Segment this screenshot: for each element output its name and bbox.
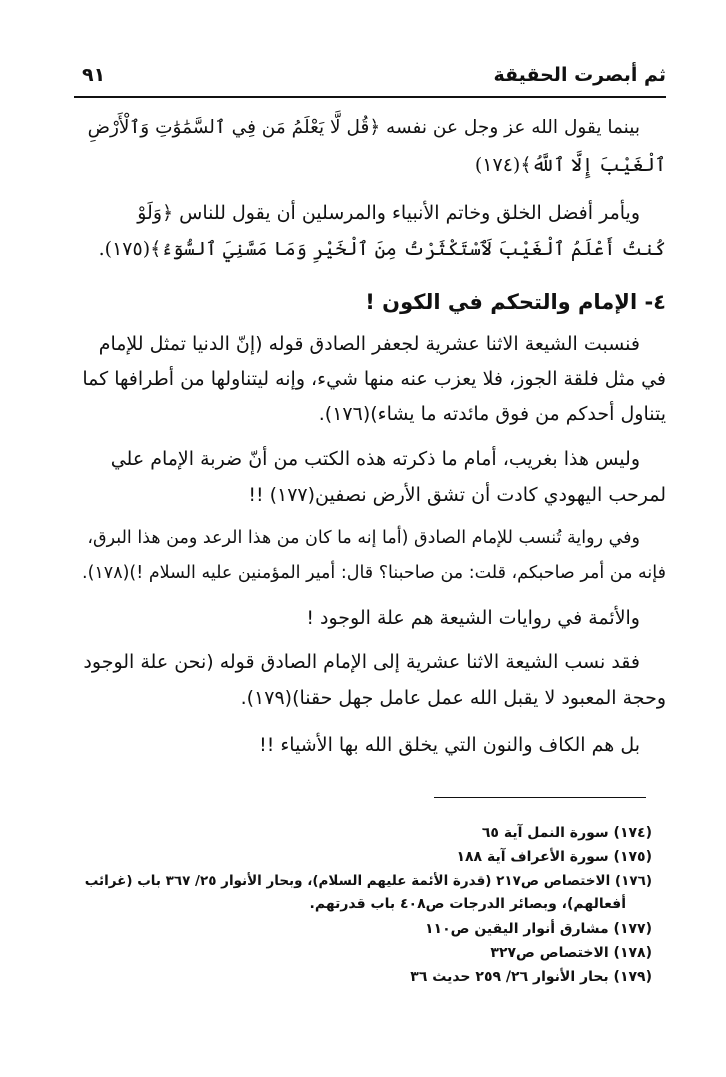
paragraph-6-line-1: والأئمة في روايات الشيعة هم علة الوجود ! — [306, 607, 640, 629]
footnote-176-line-1: (١٧٦) الاختصاص ص٢١٧ (قدرة الأئمة عليهم السلام)، وبحار الأنوار ٢٥/ ٣٦٧ باب (غرائب — [84, 873, 652, 889]
paragraph-5-line-2: فإنه من أمر صاحبكم، قلت: من صاحبنا؟ قال: أمير المؤمنين عليه السلام !)(١٧٨). — [82, 563, 666, 583]
paragraph-3-line-1: فنسبت الشيعة الاثنا عشرية لجعفر الصادق قوله (إنّ الدنيا تمثل للإمام — [98, 333, 640, 355]
paragraph-3-line-3: يتناول أحدكم من فوق مائدته ما يشاء)(١٧٦). — [318, 403, 666, 425]
paragraph-1-line-2: ٱلْغَيْبَ إِلَّا ٱللَّهُ﴾(١٧٤) — [474, 154, 666, 176]
footnote-175: (١٧٥) سورة الأعراف آية ١٨٨ — [456, 849, 652, 865]
running-title: ثم أبصرت الحقيقة — [493, 64, 666, 86]
footnote-178: (١٧٨) الاختصاص ص٣٢٧ — [490, 945, 652, 961]
footnote-divider — [434, 797, 646, 798]
footnote-174: (١٧٤) سورة النمل آية ٦٥ — [481, 825, 652, 841]
paragraph-4-line-1: وليس هذا بغريب، أمام ما ذكرته هذه الكتب من أنّ ضربة الإمام علي — [110, 448, 640, 470]
paragraph-3-line-2: في مثل فلقة الجوز، فلا يعزب عنه منها شيء، وإنه ليتناولها من أطرافها كما — [82, 368, 666, 390]
page-number: ٩١ — [82, 64, 106, 86]
page-header — [74, 60, 666, 98]
section-heading: ٤- الإمام والتحكم في الكون ! — [365, 290, 666, 314]
paragraph-7-line-2: وحجة المعبود لا يقبل الله عمل عامل جهل حقنا)(١٧٩). — [240, 687, 666, 709]
paragraph-7-line-1: فقد نسب الشيعة الاثنا عشرية إلى الإمام الصادق قوله (نحن علة الوجود — [83, 651, 640, 673]
paragraph-8-line-1: بل هم الكاف والنون التي يخلق الله بها الأشياء !! — [259, 734, 640, 756]
paragraph-2-line-1: ويأمر أفضل الخلق وخاتم الأنبياء والمرسلين أن يقول للناس ﴿وَلَوْ — [137, 202, 640, 224]
footnote-177: (١٧٧) مشارق أنوار اليقين ص١١٠ — [424, 921, 652, 937]
paragraph-2-line-2: كُنتُ أَعْلَمُ ٱلْغَيْبَ لَٱسْتَكْثَرْتُ مِنَ ٱلْخَيْرِ وَمَا مَسَّنِيَ ٱلسُّوٓءُ﴾(١٧٥). — [98, 238, 666, 260]
footnote-176-line-2: أفعالهم)، وبصائر الدرجات ص٤٠٨ باب قدرتهم. — [309, 896, 626, 912]
footnote-179: (١٧٩) بحار الأنوار ٢٦/ ٢٥٩ حديث ٣٦ — [410, 969, 652, 985]
paragraph-1-line-1: بينما يقول الله عز وجل عن نفسه ﴿قُل لَّا يَعْلَمُ مَن فِي ٱلسَّمَٰوَٰتِ وَٱلْأَرْضِ — [87, 117, 640, 138]
paragraph-4-line-2: لمرحب اليهودي كادت أن تشق الأرض نصفين(١٧٧) !! — [248, 484, 666, 506]
paragraph-5-line-1: وفي رواية تُنسب للإمام الصادق (أما إنه ما كان من هذا الرعد ومن هذا البرق، — [87, 528, 640, 548]
